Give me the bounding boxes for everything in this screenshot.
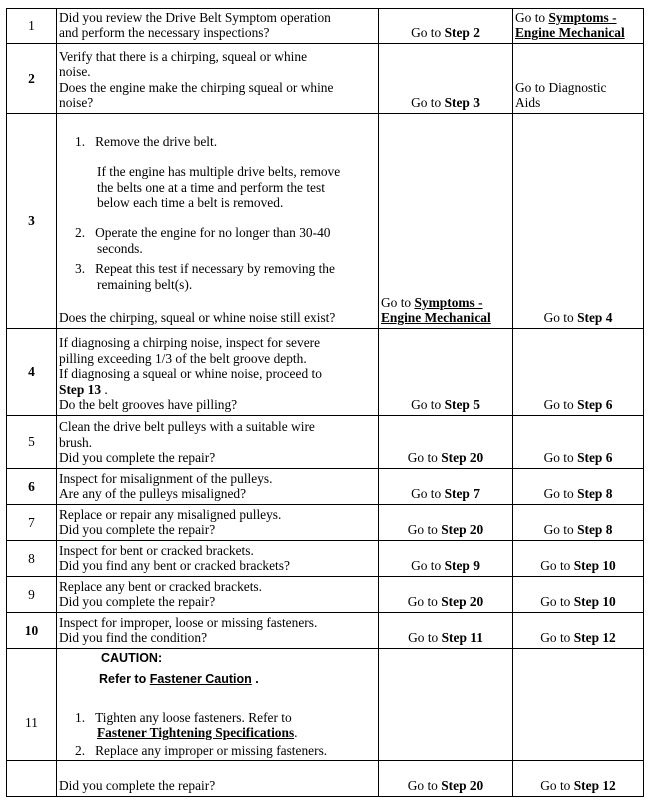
action-cell [57,649,379,797]
yes-cell [379,44,513,114]
fastener-caution-link[interactable]: Fastener Caution [149,672,252,687]
go-to-text: Go to [407,450,442,466]
go-to-text: Go to [540,778,574,794]
step-number: 10 [7,613,57,649]
diagnostic-table-page [6,8,643,797]
step-link[interactable]: Step 20 [441,522,484,538]
list-number: 2. [75,225,86,241]
question-text: Did you find any bent or cracked brackets? [59,558,290,574]
step-number: 1 [7,9,57,44]
step-link[interactable]: Step 2 [444,25,480,41]
no-cell [513,613,644,649]
table-row [7,44,644,114]
yes-cell [379,469,513,505]
caution-title: CAUTION: [101,651,163,666]
list-text: Tighten any loose fasteners. Refer to [95,709,292,725]
go-to-text: Go to [543,450,578,466]
no-cell [513,416,644,469]
action-cell [57,469,379,505]
no-cell [513,329,644,416]
engine-mechanical-link[interactable]: Engine Mechanical [381,310,491,326]
action-text: Inspect for improper, loose or missing fasteners. [59,614,318,630]
yes-cell [379,541,513,577]
action-text: Clean the drive belt pulleys with a suitable wire [59,419,315,435]
yes-cell [379,416,513,469]
yes-cell [379,9,513,44]
no-cell [513,577,644,613]
action-cell [57,44,379,114]
action-cell [57,114,379,329]
question-text: Did you complete the repair? [59,594,216,610]
step-link[interactable]: Step 10 [573,558,616,574]
action-text: Verify that there is a chirping, squeal or whine [59,48,308,64]
list-number: 1. [75,709,86,725]
no-cell [513,44,644,114]
step-link[interactable]: Step 4 [577,310,613,326]
go-to-text: Go to [407,522,442,538]
list-text: Replace any improper or missing fasteners. [95,742,328,758]
action-text: brush. [59,434,93,450]
diagnostic-aids-text: Aids [515,95,541,111]
step-number: 11 [7,649,57,797]
step-number: 3 [7,114,57,329]
action-cell [57,329,379,416]
go-to-text: Go to [540,594,574,610]
step-link[interactable]: Step 20 [441,450,484,466]
symptoms-link[interactable]: Symptoms - [414,294,483,310]
list-text: Remove the drive belt. [95,133,218,149]
step-link[interactable]: Step 9 [444,558,480,574]
no-cell [513,469,644,505]
go-to-text: Go to [543,486,578,502]
go-to-text: Go to [411,486,445,502]
action-text: Does the engine make the chirping squeal or whine [59,79,334,95]
step-link[interactable]: Step 6 [577,397,613,413]
action-cell [57,577,379,613]
caution-line [59,672,377,688]
question-text: Did you complete the repair? [59,522,216,538]
punctuation: . [101,381,108,397]
step-link[interactable]: Step 3 [444,95,480,111]
action-text: Replace or repair any misaligned pulleys. [59,506,282,522]
table-row [7,329,644,416]
action-cell [57,9,379,44]
step-link[interactable]: Step 10 [573,594,616,610]
action-text: If diagnosing a chirping noise, inspect for severe [59,335,321,351]
step-number: 8 [7,541,57,577]
yes-cell [379,329,513,416]
table-row [7,469,644,505]
go-to-text: Go to [411,397,445,413]
action-text: If diagnosing a squeal or whine noise, proceed to [59,366,322,382]
action-text: noise. [59,64,91,80]
list-text: remaining belt(s). [97,276,193,292]
yes-cell [379,505,513,541]
step-link[interactable]: Step 12 [573,630,616,646]
table-row [7,613,644,649]
go-to-text: Go to [381,294,415,310]
go-to-text: Go to [540,630,574,646]
action-cell [57,505,379,541]
question-text: Do the belt grooves have pilling? [59,397,238,413]
go-to-text: Go to [411,558,445,574]
step-link[interactable]: Step 12 [573,778,616,794]
table-row [7,9,644,44]
go-to-text: Go to [540,558,574,574]
go-to-text: Go to [407,594,442,610]
question-text: Did you find the condition? [59,630,208,646]
step-link[interactable]: Step 6 [577,450,613,466]
list-text: seconds. [97,240,143,256]
note-text: If the engine has multiple drive belts, remove [97,164,341,180]
symptoms-link[interactable]: Symptoms - [548,9,617,25]
go-to-text: Go to [411,95,445,111]
punctuation: . [294,725,298,741]
diagnostic-table [6,8,644,797]
question-text: Does the chirping, squeal or whine noise still exist? [59,310,336,326]
go-to-text: Go to [543,310,578,326]
yes-cell [379,577,513,613]
no-cell [513,114,644,329]
step-link[interactable]: Step 11 [441,630,483,646]
list-number: 3. [75,261,86,277]
go-to-text: Go to [543,397,578,413]
no-cell [513,541,644,577]
table-continuation-line [6,760,643,761]
question-text: Are any of the pulleys misaligned? [59,486,247,502]
step-number: 5 [7,416,57,469]
go-to-text: Go to [408,630,442,646]
fastener-specs-link[interactable]: Fastener Tightening Specifications [97,725,295,741]
step-number: 2 [7,44,57,114]
step-link[interactable]: Step 8 [577,486,613,502]
step-number: 9 [7,577,57,613]
question-text: Did you complete the repair? [59,450,216,466]
step-link[interactable]: Step 13 [59,381,102,397]
engine-mechanical-link[interactable]: Engine Mechanical [515,25,625,41]
action-text: noise? [59,95,94,111]
step-number: 6 [7,469,57,505]
step-link[interactable]: Step 20 [441,778,484,794]
yes-cell [379,114,513,329]
action-text: Did you review the Drive Belt Symptom operation [59,9,331,25]
step-number: 7 [7,505,57,541]
list-number: 1. [75,133,86,149]
action-text: and perform the necessary inspections? [59,25,270,41]
step-link[interactable]: Step 20 [441,594,484,610]
table-row [7,505,644,541]
go-to-text: Go to [515,9,549,25]
table-row [7,416,644,469]
go-to-text: Go to [411,25,445,41]
action-cell [57,416,379,469]
step-number: 4 [7,329,57,416]
no-cell [513,9,644,44]
no-cell [513,505,644,541]
list-text: Repeat this test if necessary by removing the [95,261,335,277]
action-cell [57,613,379,649]
action-text: Inspect for misalignment of the pulleys. [59,470,273,486]
list-text: Operate the engine for no longer than 30-40 [95,225,331,241]
table-row [7,649,644,797]
caution-text: Refer to [99,672,150,687]
action-text: pilling exceeding 1/3 of the belt groove depth. [59,350,307,366]
question-text: Did you complete the repair? [59,778,216,794]
list-number: 2. [75,742,86,758]
action-text: Replace any bent or cracked brackets. [59,578,262,594]
go-to-text: Go to [407,778,442,794]
table-row [7,541,644,577]
table-row [7,114,644,329]
step-link[interactable]: Step 8 [577,522,613,538]
table-row [7,577,644,613]
note-text: below each time a belt is removed. [97,195,284,211]
go-to-text: Go to [543,522,578,538]
no-cell [513,649,644,797]
note-text: the belts one at a time and perform the test [97,179,325,195]
action-text: Inspect for bent or cracked brackets. [59,542,254,558]
step-link[interactable]: Step 7 [444,486,480,502]
action-cell [57,541,379,577]
diagnostic-aids-text: Go to Diagnostic [515,79,607,95]
step-link[interactable]: Step 5 [444,397,480,413]
yes-cell [379,613,513,649]
punctuation: . [251,672,259,687]
yes-cell [379,649,513,797]
